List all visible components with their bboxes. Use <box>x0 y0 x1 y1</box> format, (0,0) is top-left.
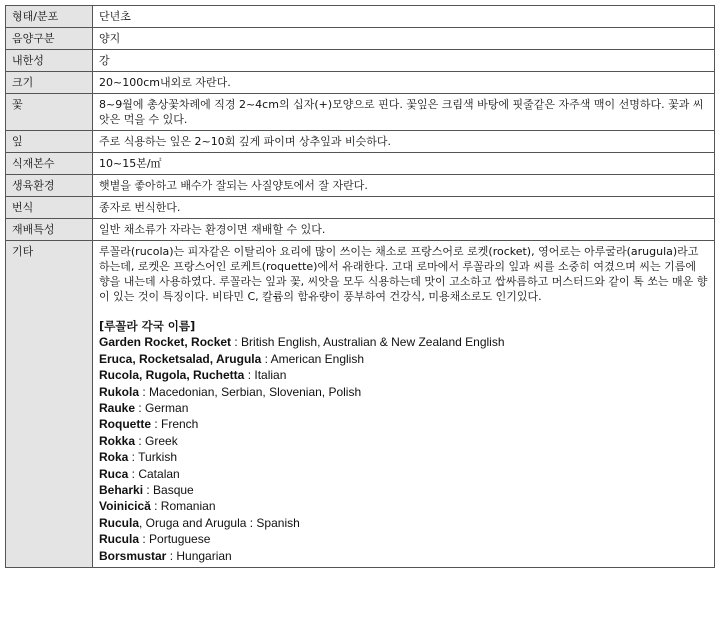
name-term: Roquette <box>99 417 151 432</box>
table-row <box>6 50 715 72</box>
name-language: : German <box>135 401 189 416</box>
name-language: , Oruga and Arugula : Spanish <box>139 515 300 530</box>
name-term: Eruca, Rocketsalad, Arugula <box>99 351 262 366</box>
name-entry <box>99 334 708 350</box>
name-term: Garden Rocket, Rocket <box>99 335 232 350</box>
name-language: : Hungarian <box>166 548 232 563</box>
table-row <box>6 6 715 28</box>
name-language: : Italian <box>244 368 287 383</box>
row-label: 재배특성 <box>6 219 93 241</box>
name-language: : Turkish <box>128 450 178 465</box>
etc-value <box>93 241 715 568</box>
row-value: 양지 <box>93 28 715 50</box>
name-language: : Greek <box>135 433 178 448</box>
row-value: 종자로 번식한다. <box>93 197 715 219</box>
row-value: 20~100cm내외로 자란다. <box>93 72 715 94</box>
row-label: 번식 <box>6 197 93 219</box>
name-term: Rukola <box>99 384 140 399</box>
row-label: 생육환경 <box>6 175 93 197</box>
etc-description: 루꼴라(rucola)는 피자같은 이탈리아 요리에 많이 쓰이는 채소로 프랑스어로 로켓(rocket), 영어로는 아루굴라(arugula)라고 하는데, 로켓은 프랑스어인 로케트(roquette)에서 유래한다. 고대 로마에서 루꼴라의 잎과 씨를 소중히 여겼으며 씨는 기름에 향을 내는데 사용하였다. 루꼴라는 잎과 꽃, 씨앗을 모두 식용하는데 맛이 고소하고 쌉싸름하고 머스터드와 같이 톡 쏘는 매운 향이 있는 것이 특징이다. 비타민 C, 칼륨의 함유량이 풍부하여 건강식, 미용채소로도 인기있다. <box>99 245 708 303</box>
row-value: 주로 식용하는 잎은 2~10회 깊게 파이며 상추잎과 비슷하다. <box>93 131 715 153</box>
name-entry <box>99 531 708 547</box>
name-entry <box>99 433 708 449</box>
row-label: 음양구분 <box>6 28 93 50</box>
row-value: 10~15본/㎡ <box>93 153 715 175</box>
row-value: 강 <box>93 50 715 72</box>
name-term: Ruca <box>99 466 129 481</box>
name-term: Borsmustar <box>99 548 167 563</box>
name-entry <box>99 367 708 383</box>
name-language: : Basque <box>143 483 194 498</box>
table-row <box>6 175 715 197</box>
name-term: Rokka <box>99 433 136 448</box>
row-label: 형태/분포 <box>6 6 93 28</box>
row-label: 내한성 <box>6 50 93 72</box>
row-label: 꽃 <box>6 94 93 131</box>
name-term: Roka <box>99 450 129 465</box>
info-table <box>5 5 715 568</box>
name-term: Rucula <box>99 515 140 530</box>
name-entry <box>99 482 708 498</box>
table-row <box>6 72 715 94</box>
row-value: 8~9월에 총상꽃차례에 직경 2~4cm의 십자(+)모양으로 핀다. 꽃잎은 크림색 바탕에 핏줄같은 자주색 맥이 선명하다. 꽃과 씨앗은 먹을 수 있다. <box>93 94 715 131</box>
row-value: 단년초 <box>93 6 715 28</box>
table-row <box>6 28 715 50</box>
table-row <box>6 197 715 219</box>
row-label: 기타 <box>6 241 93 568</box>
name-term: Rucula <box>99 532 140 547</box>
name-term: Beharki <box>99 483 144 498</box>
name-language: : American English <box>261 351 364 366</box>
row-label: 크기 <box>6 72 93 94</box>
table-row <box>6 94 715 131</box>
name-entry <box>99 515 708 531</box>
table-row <box>6 219 715 241</box>
name-entry <box>99 548 708 564</box>
row-value: 햇볕을 좋아하고 배수가 잘되는 사질양토에서 잘 자란다. <box>93 175 715 197</box>
name-language: : Portuguese <box>139 532 211 547</box>
table-row <box>6 153 715 175</box>
name-term: Rauke <box>99 401 136 416</box>
name-entry <box>99 400 708 416</box>
name-language: : French <box>151 417 199 432</box>
name-term: Voinicică <box>99 499 151 514</box>
row-label: 잎 <box>6 131 93 153</box>
name-language: : Macedonian, Serbian, Slovenian, Polish <box>139 384 362 399</box>
name-entry <box>99 416 708 432</box>
row-value: 일반 채소류가 자라는 환경이면 재배할 수 있다. <box>93 219 715 241</box>
country-names-list <box>99 318 708 564</box>
name-entry <box>99 449 708 465</box>
name-language: : British English, Australian & New Zealand English <box>231 335 505 350</box>
table-row <box>6 131 715 153</box>
name-language: : Romanian <box>150 499 216 514</box>
name-term: Rucola, Rugola, Ruchetta <box>99 368 245 383</box>
row-label: 식재본수 <box>6 153 93 175</box>
names-header: [루꼴라 각국 이름] <box>99 319 196 333</box>
table-row-etc <box>6 241 715 568</box>
name-entry <box>99 384 708 400</box>
info-table-body <box>6 6 715 568</box>
name-entry <box>99 466 708 482</box>
name-language: : Catalan <box>128 466 180 481</box>
name-entry <box>99 351 708 367</box>
name-entry <box>99 498 708 514</box>
